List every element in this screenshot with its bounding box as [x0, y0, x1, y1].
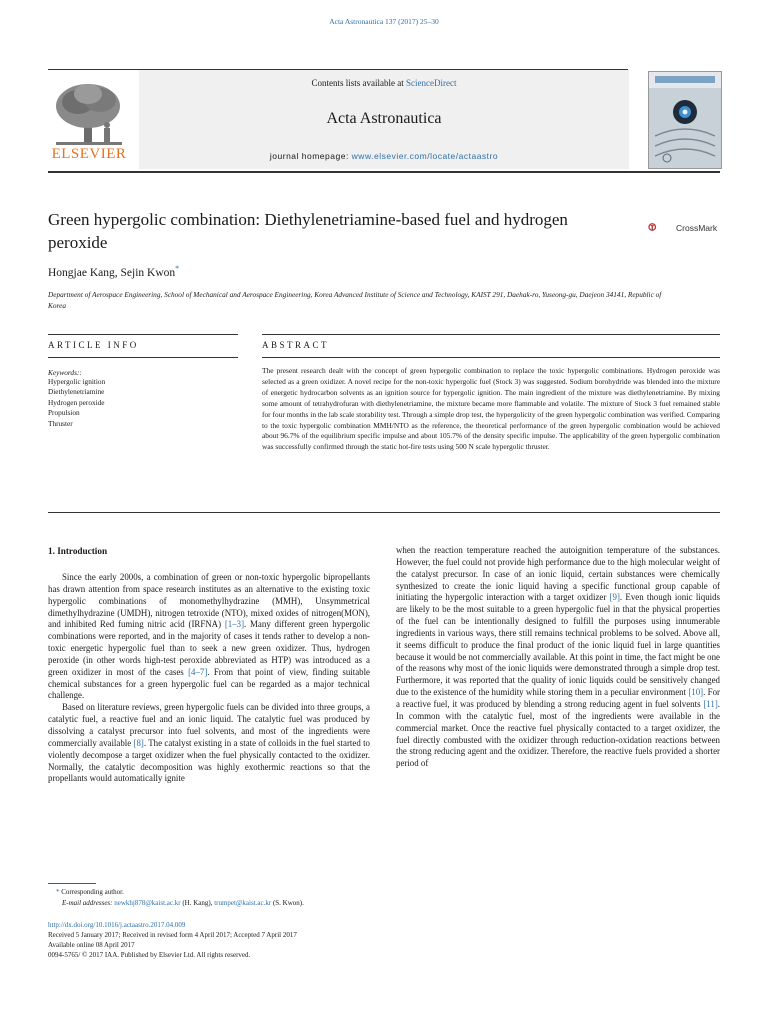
journal-homepage — [139, 151, 629, 161]
corresponding-author-label: Corresponding author. — [61, 888, 124, 896]
keyword-item: Hypergolic ignition — [48, 377, 106, 386]
intro-left-column — [48, 572, 370, 785]
paragraph-text: Since the early 2000s, a combination of green or non-toxic hypergolic bipropellants has drawn attention from space research institutes as an alternative to the existing toxic hypergolic combinations of monomethylhydrazine (MMH), Unsymmetrical dimethylhydrazine (UMDH), nitrogen tetroxide (NTO), mixed oxides of nitrogen(MON), and inhibited Red fuming nitric acid (IRFNA) — [48, 572, 370, 630]
abstract-subrule — [262, 357, 720, 358]
paragraph-text: . The catalyst existing in a state of colloids in the fuel started to violently decompose a target oxidizer when the fuel physically contacted to the oxidizer. Normally, the catalytic decomposition was highly exothermic reactions so that the propellants would automatically ignite — [48, 737, 370, 784]
footnote-rule — [48, 883, 96, 884]
intro-paragraph-1 — [48, 572, 370, 702]
author-list — [48, 264, 179, 279]
homepage-prefix: journal homepage: — [269, 151, 352, 161]
homepage-link[interactable]: www.elsevier.com/locate/actaastro — [351, 151, 499, 161]
elsevier-wordmark: ELSEVIER — [51, 146, 127, 162]
journal-reference-link[interactable]: Acta Astronautica 137 (2017) 25–30 — [329, 17, 439, 26]
footnote-mark: * — [56, 888, 60, 896]
received-dates: Received 5 January 2017; Received in revised form 4 April 2017; Accepted 7 April 2017 — [48, 931, 297, 939]
corresponding-author-mark[interactable]: * — [175, 264, 180, 273]
section-heading-introduction: 1. Introduction — [48, 546, 108, 556]
email-owner: (S. Kwon). — [271, 899, 304, 907]
article-metadata — [48, 920, 297, 960]
keywords-label: Keywords:: — [48, 368, 82, 377]
intro-right-column — [396, 545, 720, 770]
citation-link[interactable]: [8] — [133, 737, 144, 748]
email-owner: (H. Kang), — [180, 899, 215, 907]
keyword-item: Thruster — [48, 418, 73, 428]
available-online: Available online 08 April 2017 — [48, 941, 135, 949]
contents-line — [139, 78, 629, 88]
abstract-bottom-rule — [48, 512, 720, 513]
keyword-item: Diethylenetriamine — [48, 387, 105, 397]
paragraph-text: Based on literature reviews, green hypergolic fuels can be divided into three groups, a catalytic fuel, a reactive fuel and an ionic liquid. The catalytic fuel was produced by dissolving a catalyst precursor into fuel solvents, and most of the ingredients were commercially available — [48, 702, 370, 748]
email-label: E-mail addresses: — [62, 899, 115, 907]
authors-text: Hongjae Kang, Sejin Kwon — [48, 266, 176, 279]
header-rule-bottom — [48, 171, 720, 173]
intro-paragraph-2 — [48, 702, 370, 785]
paragraph-text: . For a reactive fuel, it was produced by blending a strong reducing agent in fuel solvents — [396, 687, 720, 709]
sciencedirect-link[interactable]: ScienceDirect — [406, 78, 457, 88]
header-rule-top — [48, 69, 628, 70]
abstract-rule — [262, 334, 720, 335]
email-link[interactable]: newkhj878@kaist.ac.kr — [114, 899, 181, 907]
citation-link[interactable]: [11] — [703, 698, 718, 709]
article-title: Green hypergolic combination: Diethylenetriamine-based fuel and hydrogen peroxide — [48, 210, 568, 252]
footnote-emails — [62, 898, 462, 908]
keyword-item: Hydrogen peroxide — [48, 397, 105, 407]
journal-title: Acta Astronautica — [326, 110, 442, 127]
paragraph-text: . Many different green hypergolic combinations were reported, and in the majority of cases it tends rather to develop a non-toxic energetic hypergolic fuel than to seek a new green oxidizer. Thus, hydrogen peroxide (in other words high-test peroxide abbreviated as HTP) was introduced as a green oxidizer in most of the cases — [48, 619, 370, 677]
abstract-heading: ABSTRACT — [262, 340, 330, 350]
crossmark-label[interactable]: CrossMark — [676, 223, 718, 233]
citation-link[interactable]: [4–7] — [188, 666, 208, 677]
copyright-notice: 0094-5765/ © 2017 IAA. Published by Elsevier Ltd. All rights reserved. — [48, 951, 251, 959]
author-affiliation: Department of Aerospace Engineering, School of Mechanical and Aerospace Engineering, Korea Advanced Institute of Science and Technology, KAIST 291, Daehak-ro, Yuseong-gu, Daejeon 34141, Republic of Korea — [48, 290, 662, 310]
contents-prefix: Contents lists available at — [311, 78, 406, 88]
abstract-text: The present research dealt with the concept of green hypergolic combination to replace the toxic hypergolic combinations. Hydrogen peroxide was selected as a green oxidizer. A novel recipe for the non-toxic hypergolic fuel (Stock 3) was suggested. Sodium borohydride was blended into the mixture of energetic hydrocarbon solvents as an ignition source for hypergolic ignition. The main ingredient of the mixture was diethylenetriamine. By mixing some amount of tetrahydrofuran with diethylenetriamine, the mixture became more flammable and volatile. The mixture of Stock 3 fuel remained stable for four months in the lab scale storability test. Through a simple drop test, the hypergolicity of the green hypergolic combination was verified. Comparing to the toxic hypergolic combination MMH/NTO as the reference, the theoretical performance of the green hypergolic combination would be achieved about 96.7% of the equilibrium specific impulse and about 105.7% of the density specific impulse. The applicability of the green hypergolic combination was successfully confirmed through the static hot-fire tests using 500 N scale hypergolic thruster. — [262, 366, 720, 452]
citation-link[interactable]: [1–3] — [224, 619, 245, 630]
intro-paragraph-continued — [396, 545, 720, 770]
citation-link[interactable]: [10] — [688, 687, 704, 698]
paragraph-text: when the reaction temperature reached the autoignition temperature of the substances. However, the fuel could not provide high performance due to the high molecular weight of the catalyst precursor. In case of an ionic liquid, certain substances were chemically synthesized to create the ionic liquid having a specific functional group capable of initiating the hypergolic interaction with a target oxidizer — [396, 545, 720, 603]
keyword-item: Propulsion — [48, 408, 80, 418]
citation-link[interactable]: [9] — [609, 592, 620, 603]
paragraph-text: . Even though ionic liquids are likely to be the most suitable to a green hypergolic fuel in that the physical properties of the fuel can be intentionally designed to fulfill the purposes using innumerable ingredients in various ways, there still remains technical problems to be solved. Above all, it seems difficult to produce the final product of the ionic liquid fuel in large quantities because it would be not commercially available. At this point in time, the fact might be one of the reasons why most of the ionic liquids were demonstrated through a simple drop test. Furthermore, it was reported that the quality of ionic liquids could be sensitively changed due to the existence of the humidity while storing them in a peculiar environment — [396, 592, 720, 698]
crossmark-icon[interactable] — [648, 212, 674, 242]
email-link[interactable]: trumpet@kaist.ac.kr — [214, 899, 272, 907]
paragraph-text: . From that point of view, finding suitable chemical substances for a green hypergolic fuel can be regarded as a major technical challenge. — [48, 666, 370, 701]
article-info-subrule — [48, 357, 238, 358]
keywords-block — [48, 368, 238, 429]
article-info-heading: ARTICLE INFO — [48, 340, 139, 350]
journal-cover-image[interactable] — [648, 71, 722, 169]
paragraph-text: . In common with the catalytic fuel, most of the ingredients were available in the commercial market. Once the reactive fuel physically contacted to a target oxidizer, the fuel directly combusted with the oxidizer through reduction-oxidation reactions between the strong reducing agent and the oxidizer. Therefore, the reactive fuels provided a shorter period of — [396, 698, 720, 769]
footnote-corresponding — [56, 887, 456, 897]
article-info-rule — [48, 334, 238, 335]
doi-link[interactable]: http://dx.doi.org/10.1016/j.actaastro.2017.04.009 — [48, 921, 186, 929]
